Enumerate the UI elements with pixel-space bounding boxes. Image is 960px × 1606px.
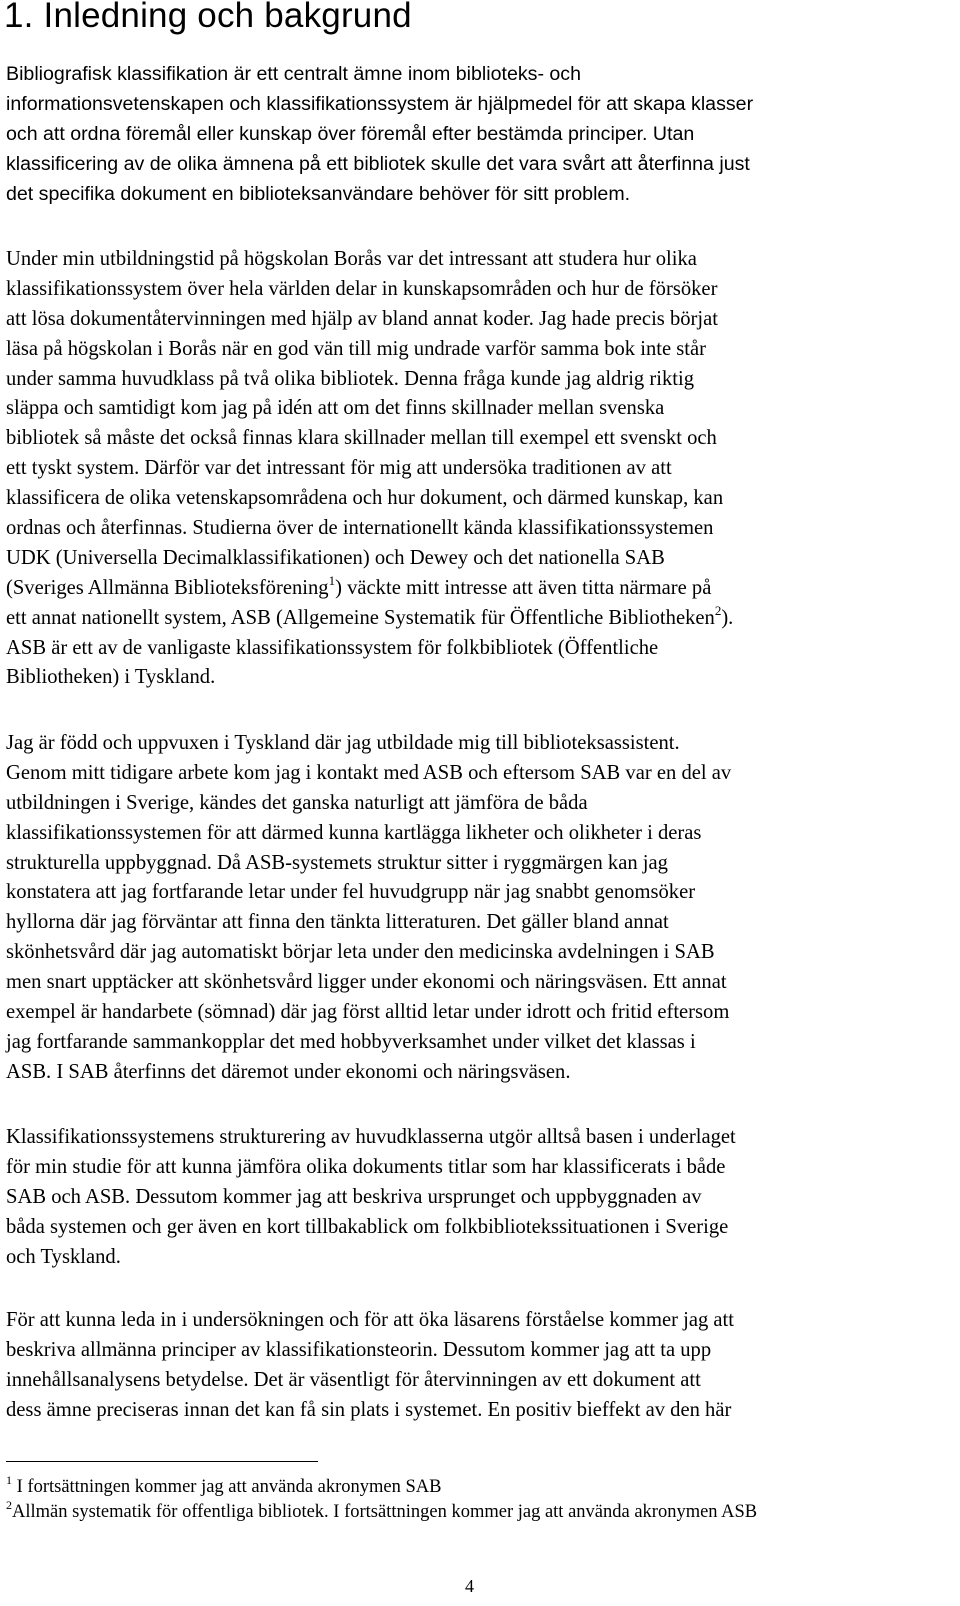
paragraph-4 [6, 1123, 736, 1272]
footnote-ref-1: 1 [328, 572, 336, 588]
text-line: hyllorna där jag förväntar att finna den tänkta litteraturen. Det gäller bland annat [6, 911, 669, 934]
text-line: Under min utbildningstid på högskolan Borås var det intressant att studera hur olika [6, 248, 697, 270]
text-line: dess ämne preciseras innan det kan få sin plats i systemet. En positiv bieffekt av den här [6, 1398, 732, 1421]
text-line: Bibliotheken) i Tyskland. [6, 666, 216, 689]
text-line: släppa och samtidigt kom jag på idén att om det finns skillnader mellan svenska [6, 397, 665, 420]
page-number: 4 [465, 1576, 474, 1596]
text-line: klassifikationssystemen för att därmed kunna kartlägga likheter och olikheter i deras [6, 821, 702, 844]
text-line: Bibliografisk klassifikation är ett centralt ämne inom biblioteks- och [6, 63, 582, 85]
text-line: skönhetsvård där jag automatiskt börjar leta under den medicinska avdelningen i SAB [6, 941, 715, 964]
text-line: ordnas och återfinnas. Studierna över de internationellt kända klassifikationssystemen [6, 517, 714, 540]
paragraph-2 [6, 245, 733, 693]
text-line: och att ordna föremål eller kunskap över föremål efter bestämda principer. Utan [6, 122, 695, 145]
text-line: utbildningen i Sverige, kändes det ganska naturligt att jämföra de båda [6, 791, 588, 814]
footnote-mark: 2 [6, 1498, 12, 1512]
text-line: innehållsanalysens betydelse. Det är väsentligt för återvinningen av ett dokument att [6, 1368, 701, 1391]
footnote-text: Allmän systematik för offentliga bibliotek. I fortsättningen kommer jag att använda akronymen ASB [12, 1502, 758, 1522]
text-line-with-footnote [6, 604, 733, 634]
footnote-mark: 1 [6, 1473, 12, 1487]
text-line: Genom mitt tidigare arbete kom jag i kontakt med ASB och eftersom SAB var en del av [6, 761, 732, 784]
text-line: klassifikationssystem över hela världen delar in kunskapsområden och hur de försöker [6, 277, 718, 300]
footnote-1 [6, 1475, 442, 1500]
text-line: och Tyskland. [6, 1245, 121, 1268]
text-line: informationsvetenskapen och klassifikationssystem är hjälpmedel för att skapa klasser [6, 92, 754, 115]
line-text: (Sveriges Allmänna Biblioteksförening [6, 576, 329, 599]
footnote-text: I fortsättningen kommer jag att använda akronymen SAB [12, 1477, 442, 1497]
paragraph-5 [6, 1306, 734, 1426]
paragraph-1 [6, 60, 753, 209]
text-line: klassificering av de olika ämnena på ett bibliotek skulle det vara svårt att återfinna just [6, 152, 750, 175]
text-line: men snart upptäcker att skönhetsvård ligger under ekonomi och näringsväsen. Ett annat [6, 971, 727, 994]
footnote-ref-2: 2 [714, 602, 722, 618]
text-line: det specifika dokument en biblioteksanvändare behöver för sitt problem. [6, 182, 631, 205]
text-line: att lösa dokumentåtervinningen med hjälp av bland annat koder. Jag hade precis börjat [6, 307, 718, 330]
text-line: exempel är handarbete (sömnad) där jag först alltid letar under idrott och fritid eftersom [6, 1001, 730, 1024]
text-line: strukturella uppbyggnad. Då ASB-systemets struktur sitter i ryggmärgen kan jag [6, 851, 668, 874]
section-heading: 1. Inledning och bakgrund [4, 0, 412, 35]
text-line: jag fortfarande sammankopplar det med hobbyverksamhet under vilket det klassas i [6, 1030, 696, 1053]
line-text: ett annat nationellt system, ASB (Allgemeine Systematik für Öffentliche Bibliotheken [6, 606, 715, 629]
text-line: UDK (Universella Decimalklassifikationen) och Dewey och det nationella SAB [6, 546, 665, 569]
text-line: ett tyskt system. Därför var det intressant för mig att undersöka traditionen av att [6, 457, 672, 480]
line-text-after: ). [721, 606, 734, 629]
footnote-2 [6, 1500, 757, 1525]
line-text-after: ) väckte mitt intresse att även titta närmare på [335, 576, 712, 599]
text-line: beskriva allmänna principer av klassifikationsteorin. Dessutom kommer jag att ta upp [6, 1338, 712, 1361]
text-line: båda systemen och ger även en kort tillbakablick om folkbibliotekssituationen i Sverige [6, 1215, 729, 1238]
text-line: för min studie för att kunna jämföra olika dokuments titlar som har klassificerats i både [6, 1155, 726, 1178]
footnote-separator [6, 1461, 318, 1462]
text-line: konstatera att jag fortfarande letar under fel huvudgrupp när jag snabbt genomsöker [6, 881, 696, 904]
text-line-with-footnote [6, 574, 733, 604]
text-line: bibliotek så måste det också finnas klara skillnader mellan till exempel ett svenskt och [6, 427, 717, 450]
paragraph-3 [6, 729, 731, 1088]
text-line: SAB och ASB. Dessutom kommer jag att beskriva ursprunget och uppbyggnaden av [6, 1185, 702, 1208]
text-line: Klassifikationssystemens strukturering av huvudklasserna utgör alltså basen i underlaget [6, 1126, 736, 1148]
text-line: klassificera de olika vetenskapsområdena och hur dokument, och därmed kunskap, kan [6, 487, 724, 510]
text-line: Jag är född och uppvuxen i Tyskland där jag utbildade mig till biblioteksassistent. [6, 732, 680, 754]
text-line: läsa på högskolan i Borås när en god vän till mig undrade varför samma bok inte står [6, 337, 707, 360]
text-line: ASB är ett av de vanligaste klassifikationssystem för folkbibliotek (Öffentliche [6, 636, 659, 659]
text-line: För att kunna leda in i undersökningen och för att öka läsarens förståelse kommer jag att [6, 1309, 735, 1331]
text-line: ASB. I SAB återfinns det däremot under ekonomi och näringsväsen. [6, 1060, 571, 1083]
text-line: under samma huvudklass på två olika bibliotek. Denna fråga kunde jag aldrig riktig [6, 367, 694, 390]
